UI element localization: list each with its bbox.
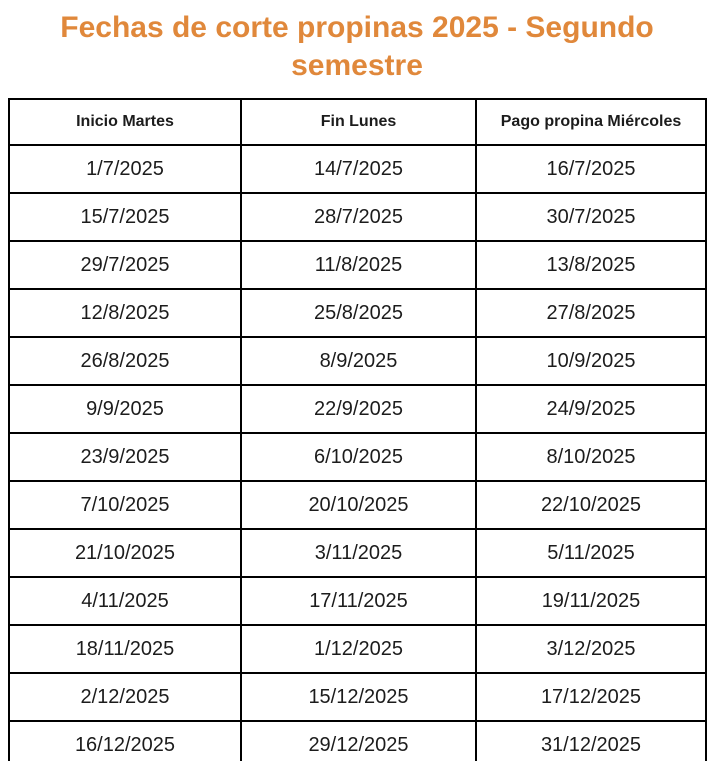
table-row bbox=[9, 481, 706, 529]
table-cell: 28/7/2025 bbox=[241, 193, 476, 241]
table-cell: 25/8/2025 bbox=[241, 289, 476, 337]
table-cell: 22/10/2025 bbox=[476, 481, 706, 529]
table-row bbox=[9, 145, 706, 193]
table-cell: 4/11/2025 bbox=[9, 577, 241, 625]
table-cell: 15/12/2025 bbox=[241, 673, 476, 721]
header-inicio-martes: Inicio Martes bbox=[9, 99, 241, 145]
table-row bbox=[9, 337, 706, 385]
table-cell: 12/8/2025 bbox=[9, 289, 241, 337]
dates-table bbox=[8, 98, 707, 761]
table-row bbox=[9, 721, 706, 761]
table-cell: 15/7/2025 bbox=[9, 193, 241, 241]
table-row bbox=[9, 577, 706, 625]
table-cell: 13/8/2025 bbox=[476, 241, 706, 289]
table-cell: 10/9/2025 bbox=[476, 337, 706, 385]
table-row bbox=[9, 193, 706, 241]
table-body bbox=[9, 145, 706, 761]
table-cell: 1/12/2025 bbox=[241, 625, 476, 673]
table-cell: 2/12/2025 bbox=[9, 673, 241, 721]
table-row bbox=[9, 385, 706, 433]
table-cell: 22/9/2025 bbox=[241, 385, 476, 433]
table-cell: 29/7/2025 bbox=[9, 241, 241, 289]
table-cell: 8/9/2025 bbox=[241, 337, 476, 385]
table-cell: 24/9/2025 bbox=[476, 385, 706, 433]
table-cell: 16/7/2025 bbox=[476, 145, 706, 193]
table-row bbox=[9, 625, 706, 673]
table-cell: 7/10/2025 bbox=[9, 481, 241, 529]
table-cell: 30/7/2025 bbox=[476, 193, 706, 241]
table-cell: 14/7/2025 bbox=[241, 145, 476, 193]
header-row bbox=[9, 99, 706, 145]
table-cell: 9/9/2025 bbox=[9, 385, 241, 433]
table-cell: 17/12/2025 bbox=[476, 673, 706, 721]
table-cell: 29/12/2025 bbox=[241, 721, 476, 761]
table-row bbox=[9, 673, 706, 721]
header-fin-lunes: Fin Lunes bbox=[241, 99, 476, 145]
table-row bbox=[9, 241, 706, 289]
table-header bbox=[9, 99, 706, 145]
table-cell: 26/8/2025 bbox=[9, 337, 241, 385]
table-cell: 3/12/2025 bbox=[476, 625, 706, 673]
table-cell: 21/10/2025 bbox=[9, 529, 241, 577]
table-cell: 18/11/2025 bbox=[9, 625, 241, 673]
table-cell: 27/8/2025 bbox=[476, 289, 706, 337]
table-cell: 23/9/2025 bbox=[9, 433, 241, 481]
page-title: Fechas de corte propinas 2025 - Segundo semestre bbox=[60, 11, 654, 82]
table-cell: 11/8/2025 bbox=[241, 241, 476, 289]
table-cell: 6/10/2025 bbox=[241, 433, 476, 481]
header-pago-propina-miercoles: Pago propina Miércoles bbox=[476, 99, 706, 145]
table-cell: 16/12/2025 bbox=[9, 721, 241, 761]
table-cell: 31/12/2025 bbox=[476, 721, 706, 761]
table-cell: 19/11/2025 bbox=[476, 577, 706, 625]
table-cell: 17/11/2025 bbox=[241, 577, 476, 625]
table-cell: 3/11/2025 bbox=[241, 529, 476, 577]
table-cell: 1/7/2025 bbox=[9, 145, 241, 193]
table-cell: 5/11/2025 bbox=[476, 529, 706, 577]
table-row bbox=[9, 529, 706, 577]
table-row bbox=[9, 433, 706, 481]
table-cell: 8/10/2025 bbox=[476, 433, 706, 481]
table-cell: 20/10/2025 bbox=[241, 481, 476, 529]
table-row bbox=[9, 289, 706, 337]
